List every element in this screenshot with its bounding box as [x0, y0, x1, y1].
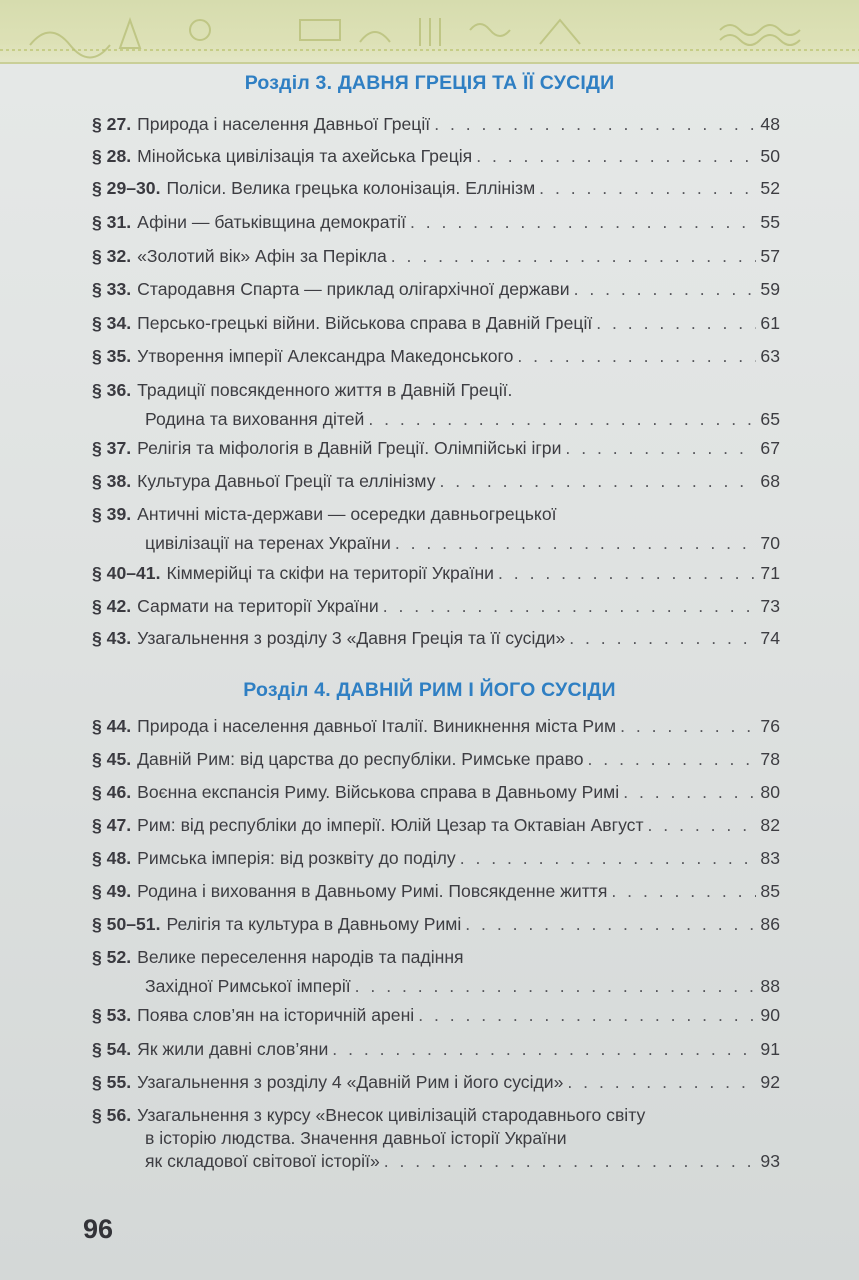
paragraph-number: § 55.: [92, 1072, 132, 1092]
entry-title: Поліси. Велика грецька колонізація. Еллінізм: [166, 178, 536, 198]
entry-page-number: 55: [760, 212, 780, 232]
dot-leader: [611, 880, 756, 903]
dot-leader: [465, 913, 756, 936]
dot-leader: [539, 177, 756, 200]
entry-title: Воєнна експансія Риму. Військова справа в Давньому Римі: [137, 782, 620, 802]
paragraph-number: § 29–30.: [92, 178, 161, 198]
entry-page-number: 74: [760, 628, 780, 648]
entry-title: цивілізації на теренах України: [145, 533, 391, 553]
section-4-heading: Розділ 4. ДАВНІЙ РИМ І ЙОГО СУСІДИ: [243, 679, 616, 701]
dot-leader: [384, 1150, 756, 1173]
paragraph-number: § 39.: [92, 504, 132, 524]
toc-entry[interactable]: [92, 503, 780, 555]
entry-title: «Золотий вік» Афін за Перікла: [137, 246, 387, 266]
toc-entry[interactable]: [92, 814, 780, 837]
entry-title: Стародавня Спарта — приклад олігархічної держави: [137, 279, 570, 299]
dot-leader: [460, 847, 756, 870]
toc-entry[interactable]: [92, 880, 780, 903]
paragraph-number: § 43.: [92, 628, 132, 648]
entry-page-number: 70: [760, 533, 780, 553]
entry-title: Утворення імперії Александра Македонського: [137, 346, 514, 366]
paragraph-number: § 33.: [92, 279, 132, 299]
paragraph-number: § 56.: [92, 1105, 132, 1125]
paragraph-number: § 52.: [92, 947, 132, 967]
toc-entry[interactable]: [92, 278, 780, 301]
toc-entry[interactable]: [92, 1038, 780, 1061]
entry-page-number: 82: [760, 815, 780, 835]
entry-title: Узагальнення з розділу 4 «Давній Рим і його сусіди»: [137, 1072, 564, 1092]
entry-title: Родина і виховання в Давньому Римі. Повсякденне життя: [137, 881, 608, 901]
hieroglyph-ornament-icon: [0, 0, 859, 62]
entry-page-number: 93: [760, 1151, 780, 1171]
entry-page-number: 78: [760, 749, 780, 769]
toc-entry[interactable]: [92, 245, 780, 268]
entry-page-number: 65: [760, 409, 780, 429]
entry-page-number: 92: [760, 1072, 780, 1092]
entry-title: Античні міста-держави — осередки давньогрецької: [137, 504, 557, 524]
paragraph-number: § 35.: [92, 346, 132, 366]
entry-page-number: 48: [760, 114, 780, 134]
entry-page-number: 85: [760, 881, 780, 901]
entry-title: Узагальнення з курсу «Внесок цивілізацій стародавнього світу: [137, 1105, 646, 1125]
dot-leader: [332, 1038, 756, 1061]
paragraph-number: § 54.: [92, 1039, 132, 1059]
entry-title: Західної Римської імперії: [145, 976, 351, 996]
entry-title: як складової світової історії»: [145, 1151, 380, 1171]
dot-leader: [395, 532, 756, 555]
entry-page-number: 76: [760, 716, 780, 736]
entry-page-number: 52: [760, 178, 780, 198]
paragraph-number: § 46.: [92, 782, 132, 802]
entry-page-number: 73: [760, 596, 780, 616]
entry-title: Узагальнення з розділу 3 «Давня Греція та її сусіди»: [137, 628, 566, 648]
toc-entry[interactable]: [92, 379, 780, 431]
paragraph-number: § 50–51.: [92, 914, 161, 934]
toc-entry[interactable]: [92, 748, 780, 771]
entry-page-number: 57: [760, 246, 780, 266]
entry-title: Римська імперія: від розквіту до поділу: [137, 848, 456, 868]
entry-title: Релігія та культура в Давньому Римі: [166, 914, 462, 934]
entry-page-number: 50: [760, 146, 780, 166]
decorative-header-band: [0, 0, 859, 64]
paragraph-number: § 34.: [92, 313, 132, 333]
dot-leader: [476, 145, 756, 168]
entry-page-number: 80: [760, 782, 780, 802]
paragraph-number: § 45.: [92, 749, 132, 769]
entry-page-number: 63: [760, 346, 780, 366]
toc-entry[interactable]: [92, 1104, 780, 1173]
paragraph-number: § 27.: [92, 114, 132, 134]
entry-title: Природа і населення давньої Італії. Виникнення міста Рим: [137, 716, 617, 736]
dot-leader: [574, 278, 756, 301]
entry-title: Давній Рим: від царства до республіки. Римське право: [137, 749, 584, 769]
dot-leader: [383, 595, 756, 618]
paragraph-number: § 32.: [92, 246, 132, 266]
entry-title: Природа і населення Давньої Греції: [137, 114, 431, 134]
dot-leader: [355, 975, 756, 998]
paragraph-number: § 49.: [92, 881, 132, 901]
toc-entry[interactable]: [92, 1071, 780, 1094]
section-3-heading: Розділ 3. ДАВНЯ ГРЕЦІЯ ТА ЇЇ СУСІДИ: [244, 72, 615, 94]
entry-page-number: 71: [760, 563, 780, 583]
entry-title: Рим: від республіки до імперії. Юлій Цезар та Октавіан Август: [137, 815, 644, 835]
paragraph-number: § 48.: [92, 848, 132, 868]
dot-leader: [440, 470, 757, 493]
toc-entry[interactable]: [92, 312, 780, 335]
entry-title: в історію людства. Значення давньої історії України: [145, 1128, 567, 1148]
entry-title: Велике переселення народів та падіння: [137, 947, 464, 967]
entry-title: Поява слов’ян на історичній арені: [137, 1005, 415, 1025]
entry-page-number: 86: [760, 914, 780, 934]
dot-leader: [517, 345, 756, 368]
toc-entry[interactable]: [92, 113, 780, 136]
toc-entry[interactable]: [92, 145, 780, 168]
paragraph-number: § 36.: [92, 380, 132, 400]
toc-entry[interactable]: [92, 562, 780, 585]
entry-title: Традиції повсякденного життя в Давній Греції.: [137, 380, 513, 400]
toc-entry[interactable]: [92, 1004, 780, 1027]
paragraph-number: § 40–41.: [92, 563, 161, 583]
dot-leader: [368, 408, 756, 431]
dot-leader: [418, 1004, 756, 1027]
entry-page-number: 90: [760, 1005, 780, 1025]
toc-entry[interactable]: [92, 627, 780, 650]
entry-page-number: 91: [760, 1039, 780, 1059]
entry-title: Родина та виховання дітей: [145, 409, 365, 429]
toc-entry[interactable]: [92, 946, 780, 998]
toc-entry[interactable]: [92, 177, 780, 200]
entry-page-number: 61: [760, 313, 780, 333]
toc-entry[interactable]: [92, 470, 780, 493]
entry-title: Культура Давньої Греції та еллінізму: [137, 471, 436, 491]
paragraph-number: § 37.: [92, 438, 132, 458]
dot-leader: [410, 211, 756, 234]
paragraph-number: § 38.: [92, 471, 132, 491]
toc-entry[interactable]: [92, 211, 780, 234]
entry-page-number: 83: [760, 848, 780, 868]
dot-leader: [648, 814, 756, 837]
paragraph-number: § 47.: [92, 815, 132, 835]
paragraph-number: § 31.: [92, 212, 132, 232]
toc-entry[interactable]: [92, 847, 780, 870]
entry-title: Персько-грецькі війни. Військова справа в Давній Греції: [137, 313, 593, 333]
toc-entry[interactable]: [92, 913, 780, 936]
dot-leader: [567, 1071, 756, 1094]
dot-leader: [565, 437, 756, 460]
entry-title: Як жили давні слов’яни: [137, 1039, 329, 1059]
dot-leader: [623, 781, 756, 804]
toc-entry[interactable]: [92, 715, 780, 738]
dot-leader: [620, 715, 756, 738]
dot-leader: [498, 562, 756, 585]
page-number: 96: [83, 1214, 114, 1244]
entry-page-number: 88: [760, 976, 780, 996]
entry-title: Сармати на території України: [137, 596, 379, 616]
toc-entry[interactable]: [92, 595, 780, 618]
paragraph-number: § 28.: [92, 146, 132, 166]
dot-leader: [596, 312, 756, 335]
toc-entry[interactable]: [92, 345, 780, 368]
entry-page-number: 67: [760, 438, 780, 458]
toc-entry[interactable]: [92, 781, 780, 804]
dot-leader: [391, 245, 756, 268]
entry-title: Афіни — батьківщина демократії: [137, 212, 406, 232]
dot-leader: [569, 627, 756, 650]
paragraph-number: § 44.: [92, 716, 132, 736]
toc-entry[interactable]: [92, 437, 780, 460]
paragraph-number: § 42.: [92, 596, 132, 616]
paragraph-number: § 53.: [92, 1005, 132, 1025]
entry-page-number: 59: [760, 279, 780, 299]
entry-title: Кіммерійці та скіфи на території України: [166, 563, 495, 583]
entry-title: Мінойська цивілізація та ахейська Греція: [137, 146, 473, 166]
entry-page-number: 68: [760, 471, 780, 491]
entry-title: Релігія та міфологія в Давній Греції. Олімпійські ігри: [137, 438, 562, 458]
dot-leader: [588, 748, 756, 771]
dot-leader: [434, 113, 756, 136]
